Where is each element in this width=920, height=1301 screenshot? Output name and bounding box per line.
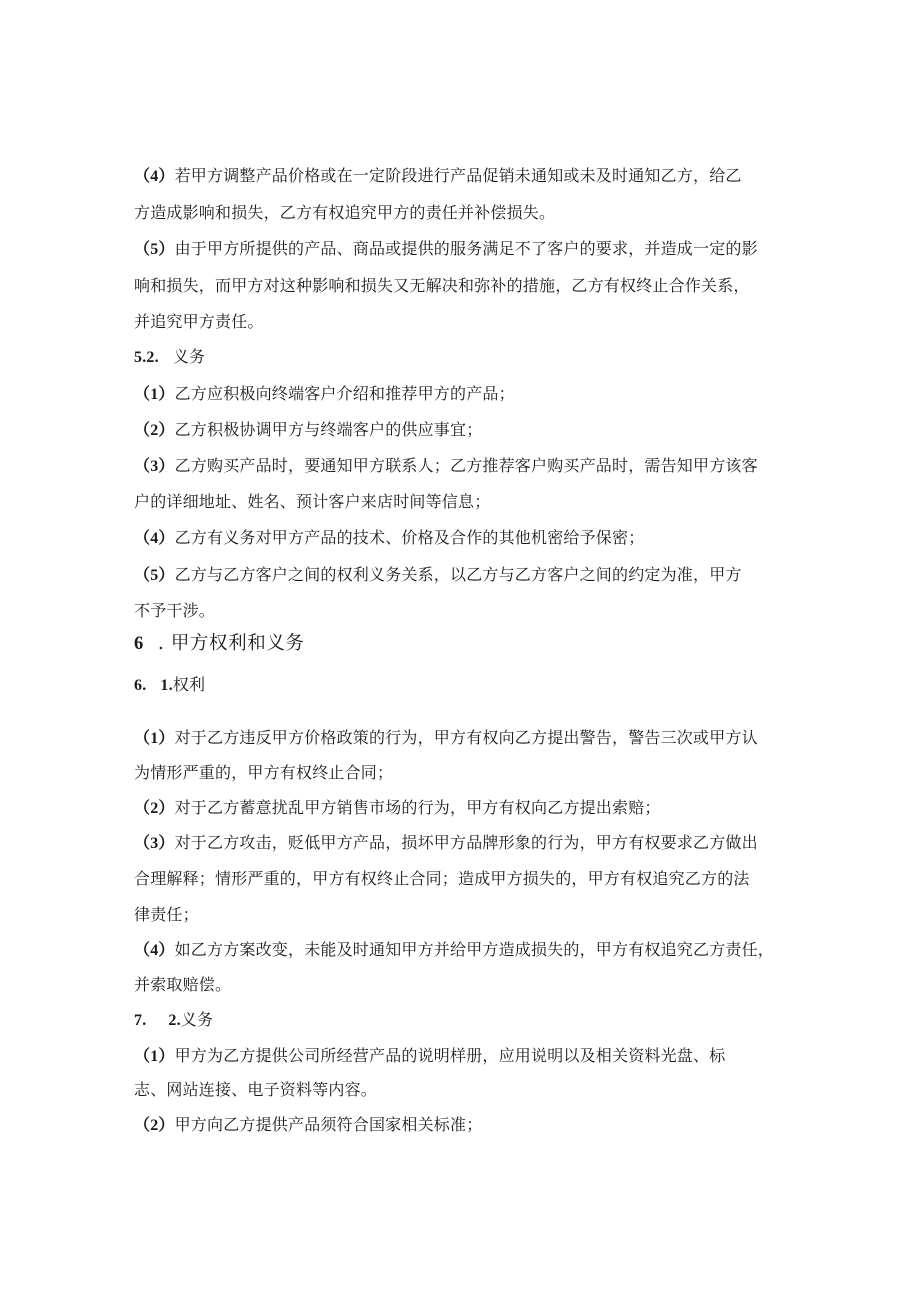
item-text: 乙方有义务对甲方产品的技术、价格及合作的其他机密给予保密； xyxy=(174,528,645,547)
item-text: 乙方购买产品时，要通知甲方联系人；乙方推荐客户购买产品时，需告知甲方该客 xyxy=(174,456,758,475)
item-number: （2） xyxy=(134,1117,175,1134)
section-title: . 甲方权利和义务 xyxy=(157,633,305,654)
section-title: 义务 xyxy=(172,347,206,366)
duty-item-1-cont xyxy=(134,1080,377,1100)
right-item-3-cont-2 xyxy=(134,905,199,925)
item-text: 志、网站连接、电子资料等内容。 xyxy=(134,1080,378,1099)
right-item-2 xyxy=(134,798,661,819)
paragraph-text: 方造成影响和损失，乙方有权追究甲方的责任并补偿损失。 xyxy=(134,203,556,222)
obligation-item-3 xyxy=(134,456,758,477)
section-number: 5.2. xyxy=(134,349,159,366)
paragraph-5-line-3 xyxy=(134,312,264,332)
item-text: 不予干涉。 xyxy=(134,601,216,620)
paragraph-4-line-1 xyxy=(134,166,742,187)
obligation-item-5-cont xyxy=(134,601,215,621)
item-number: （2） xyxy=(134,422,175,439)
obligation-item-3-cont xyxy=(134,492,490,512)
section-7-2-heading xyxy=(134,1010,213,1031)
section-number: 6 xyxy=(134,634,144,654)
obligation-item-5 xyxy=(134,565,742,586)
section-title: 权利 xyxy=(172,675,206,694)
item-number: （4） xyxy=(134,530,175,547)
obligation-item-4 xyxy=(134,528,644,549)
obligation-item-2 xyxy=(134,420,482,441)
right-item-1 xyxy=(134,728,758,749)
duty-item-1 xyxy=(134,1046,725,1067)
item-number: （1） xyxy=(134,1048,175,1065)
item-text: 对于乙方违反甲方价格政策的行为，甲方有权向乙方提出警告，警告三次或甲方认 xyxy=(174,728,758,747)
paragraph-text: 响和损失，而甲方对这种影响和损失又无解决和弥补的措施，乙方有权终止合作关系， xyxy=(134,276,750,295)
item-number: （3） xyxy=(134,458,175,475)
item-number: （2） xyxy=(134,800,175,817)
section-6-heading xyxy=(134,634,305,654)
item-number: （4） xyxy=(134,942,175,959)
duty-item-2 xyxy=(134,1115,482,1136)
section-5-2-heading xyxy=(134,347,205,368)
paragraph-text: 由于甲方所提供的产品、商品或提供的服务满足不了客户的要求，并造成一定的影 xyxy=(174,239,758,258)
obligation-item-1 xyxy=(134,384,515,405)
item-text: 乙方应积极向终端客户介绍和推荐甲方的产品； xyxy=(174,384,515,403)
right-item-4-cont xyxy=(134,975,231,995)
section-6-1-heading xyxy=(134,675,205,696)
item-number: （3） xyxy=(134,835,175,852)
section-number: 7. xyxy=(134,1012,147,1029)
paragraph-text: 若甲方调整产品价格或在一定阶段进行产品促销未通知或未及时通知乙方，给乙 xyxy=(174,166,742,185)
section-number: 1. xyxy=(160,677,173,694)
item-text: 甲方向乙方提供产品须符合国家相关标准； xyxy=(174,1115,483,1134)
section-number: 6. xyxy=(134,677,147,694)
item-number: （4） xyxy=(134,168,175,185)
item-text: 乙方积极协调甲方与终端客户的供应事宜； xyxy=(174,420,483,439)
item-text: 为情形严重的，甲方有权终止合同； xyxy=(134,763,394,782)
item-text: 对于乙方攻击，贬低甲方产品，损坏甲方品牌形象的行为，甲方有权要求乙方做出 xyxy=(174,833,758,852)
item-text: 并索取赔偿。 xyxy=(134,975,232,994)
paragraph-5-line-1 xyxy=(134,239,758,260)
right-item-4 xyxy=(134,940,774,961)
item-text: 乙方与乙方客户之间的权利义务关系，以乙方与乙方客户之间的约定为准，甲方 xyxy=(174,565,742,584)
item-text: 户的详细地址、姓名、预计客户来店时间等信息； xyxy=(134,492,491,511)
item-text: 合理解释；情形严重的，甲方有权终止合同；造成甲方损失的，甲方有权追究乙方的法 xyxy=(134,869,750,888)
item-text: 律责任； xyxy=(134,905,199,924)
paragraph-5-line-2 xyxy=(134,276,750,296)
section-number: 2. xyxy=(168,1012,181,1029)
item-text: 对于乙方蓄意扰乱甲方销售市场的行为，甲方有权向乙方提出索赔； xyxy=(174,798,661,817)
item-number: （1） xyxy=(134,386,175,403)
right-item-3 xyxy=(134,833,758,854)
paragraph-4-line-2 xyxy=(134,203,555,223)
section-title: 义务 xyxy=(180,1010,214,1029)
item-text: 如乙方方案改变，未能及时通知甲方并给甲方造成损失的，甲方有权追究乙方责任， xyxy=(174,940,775,959)
paragraph-text: 并追究甲方责任。 xyxy=(134,312,264,331)
item-text: 甲方为乙方提供公司所经营产品的说明样册，应用说明以及相关资料光盘、标 xyxy=(174,1046,726,1065)
right-item-1-cont xyxy=(134,763,393,783)
item-number: （5） xyxy=(134,241,175,258)
item-number: （5） xyxy=(134,567,175,584)
item-number: （1） xyxy=(134,730,175,747)
right-item-3-cont xyxy=(134,869,750,889)
